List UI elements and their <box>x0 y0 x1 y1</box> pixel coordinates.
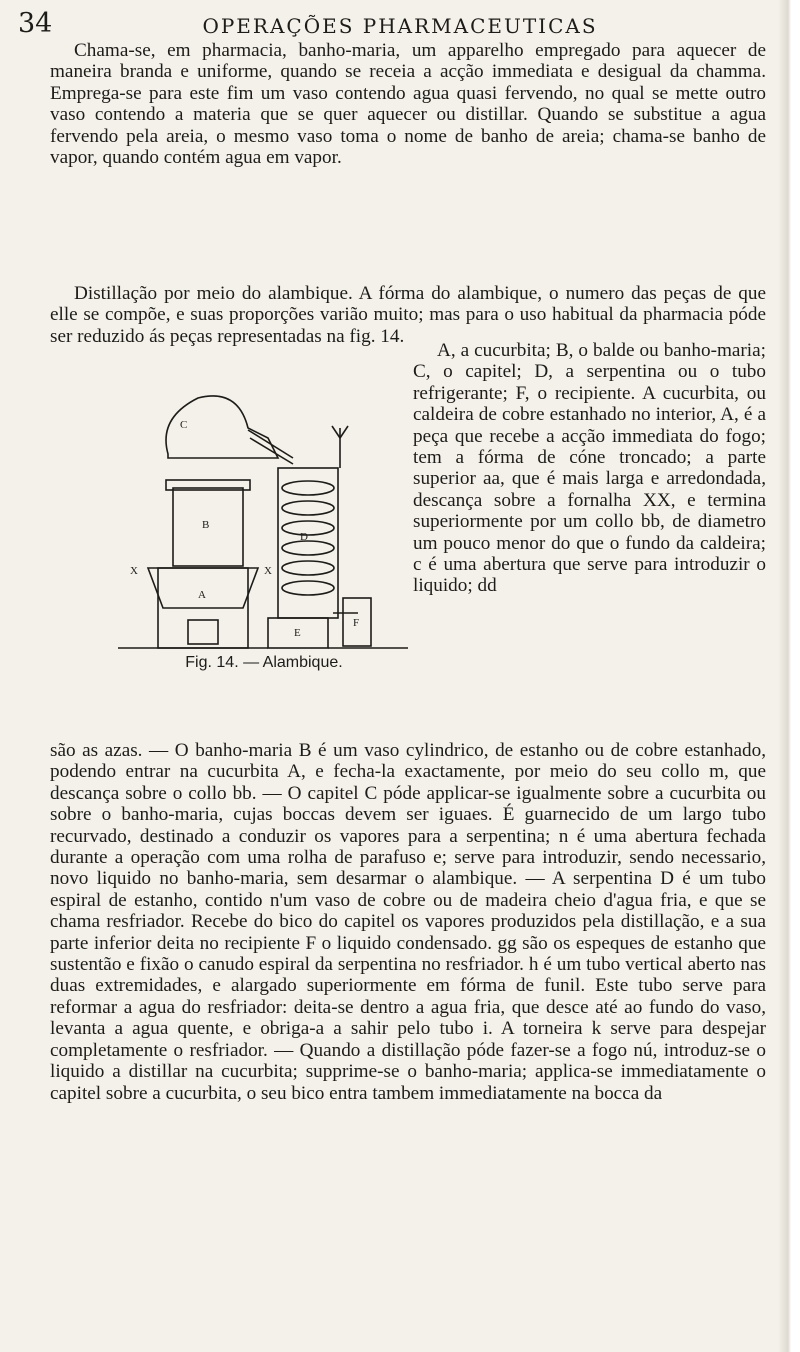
page-number: 34 <box>18 8 53 39</box>
label-e: E <box>294 627 301 639</box>
alambique-illustration <box>118 368 408 650</box>
label-x-right: X <box>264 565 272 577</box>
label-c: C <box>180 419 188 431</box>
label-x-left: X <box>130 565 138 577</box>
paragraph-3-text: A, a cucurbita; B, o balde ou banho-maria; C, o capitel; D, a serpentina ou o tubo refrigerante; F, o recipiente. A cucurbita, ou caldeira de cobre estanhado no interior, A, é a peça que recebe a acção immediata do fogo; tem a fórma de cóne troncado; a parte superior aa, que é mais larga e arredondada, descança sobre a fornalha XX, e termina superiormente por um collo bb, de diametro um pouco menor do que o fundo da caldeira; c é uma abertura que serve para introduzir o liquido; dd <box>413 340 766 597</box>
cucurbita-A <box>148 568 258 608</box>
label-a: A <box>198 589 206 601</box>
paragraph-distillacao <box>50 283 766 347</box>
label-d: D <box>300 531 308 543</box>
paragraph-4-text: são as azas. — O banho-maria B é um vaso cylindrico, de estanho ou de cobre estanhado, podendo entrar na cucurbita A, e fecha-la exactamente, por meio do seu collo m, que descança sobre o collo bb. — O capitel C póde applicar-se igualmente sobre a cucurbita ou sobre o banho-maria, cujas boccas devem ser iguaes. É guarnecido de um largo tubo recurvado, destinado a conduzir os vapores para a serpentina; n é uma abertura fechada durante a operação com uma rolha de parafuso e; serve para introduzir, sendo necessario, novo liquido no banho-maria, sem desarmar o alambique. — A serpentina D é um tubo espiral de estanho, contido n'um vaso de cobre ou de madeira cheio d'agua fria, e que se chama resfriador. Recebe do bico do capitel os vapores produzidos pela distillação, e a sua parte inferior deita no recipiente F o liquido condensado. gg são os espeques de estanho que sustentão e fixão o canudo espiral da serpentina no resfriador. h é um tubo vertical aberto nas duas extremidades, e alargado superiormente em fórma de funil. Este tubo serve para reformar a agua do resfriador: deita-se dentro a agua fria, que desce até ao fundo do vaso, levanta a agua quente, e obriga-a a sahir pelo tubo i. A torneira k serve para despejar completamente o resfriador. — Quando a distillação póde fazer-se a fogo nú, introduz-se o liquido a distillar na cucurbita; supprime-se o banho-maria; applica-se immediatamente o capitel sobre a cucurbita, o seu bico entra tambem immediatamente na bocca da <box>50 740 766 1104</box>
furnace-door <box>188 620 218 644</box>
label-b: B <box>202 519 210 531</box>
paragraph-parts-list <box>413 340 766 597</box>
paragraph-2-text: Distillação por meio do alambique. A fórma do alambique, o numero das peças de que elle se compõe, e suas proporções varião muito; mas para o uso habitual da pharmacia póde ser reduzido ás peças representadas na fig. 14. <box>50 283 766 347</box>
running-head: OPERAÇÕES PHARMACEUTICAS <box>202 14 598 38</box>
figure-caption: Fig. 14. — Alambique. <box>185 654 343 671</box>
label-f: F <box>353 617 360 629</box>
paragraph-description <box>50 740 766 1104</box>
paragraph-1-text: Chama-se, em pharmacia, banho-maria, um apparelho empregado para aquecer de maneira branda e uniforme, quando se receia a acção immediata e desigual da chamma. Emprega-se para este fim um vaso contendo agua quasi fervendo, no qual se mette outro vaso contendo a materia que se quer aquecer ou distillar. Quando se substitue a agua fervendo pela areia, o mesmo vaso toma o nome de banho de areia; chama-se banho de vapor, quando contém agua em vapor. <box>50 40 766 169</box>
paragraph-banho-maria <box>50 40 766 168</box>
alambique-figure <box>118 368 408 650</box>
page-edge <box>778 0 800 1352</box>
